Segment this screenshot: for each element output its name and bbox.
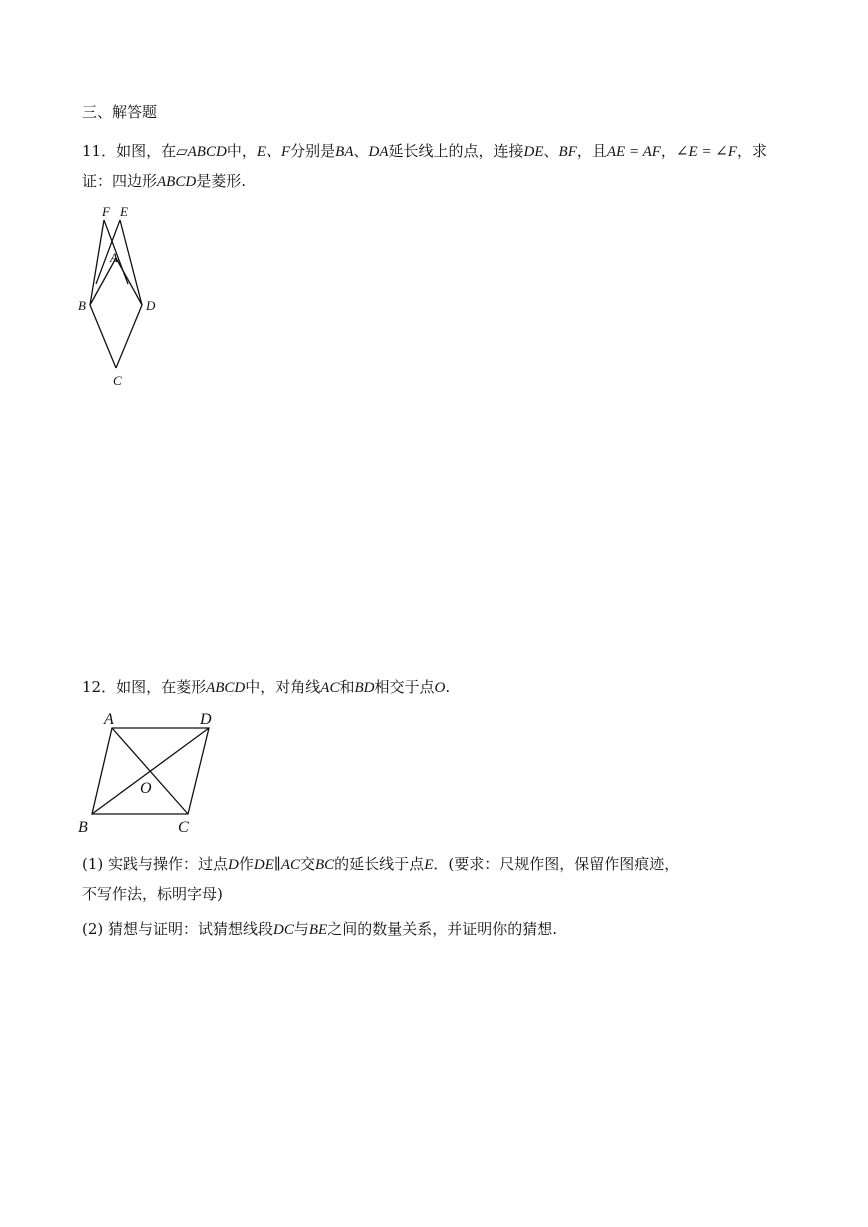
q12-part2-text: 与 — [293, 920, 309, 938]
q12-part2-be: BE — [308, 922, 328, 938]
q11-ef: E、F — [256, 144, 291, 160]
q12-label-d: D — [200, 711, 212, 728]
q11-bf: BF — [558, 144, 577, 160]
q12-part1-text: (1) 实践与操作：过点 — [82, 855, 229, 873]
q12-figure — [72, 706, 242, 841]
q12-bd: BD — [354, 680, 375, 696]
q11-label-a: A — [110, 250, 118, 265]
q12-part2-text: (2) 猜想与证明：试猜想线段 — [82, 920, 274, 938]
q11-condition-angles: ∠E = ∠F — [675, 144, 738, 160]
q12-o: O — [434, 680, 446, 696]
q12-label-a: A — [104, 711, 114, 728]
q11-text: 、 — [543, 142, 559, 160]
q11-text: ，求 — [737, 142, 768, 160]
q11-text: ， — [660, 142, 676, 160]
q11-de: DE — [523, 144, 544, 160]
q12-abcd: ABCD — [206, 680, 246, 696]
q11-text: 中， — [226, 142, 257, 160]
q12-ac: AC — [320, 680, 340, 696]
q11-abcd: ABCD — [157, 174, 197, 190]
q11-figure — [70, 200, 180, 395]
q11-label-c: C — [113, 373, 122, 388]
q11-statement-line1 — [82, 140, 767, 163]
q11-text: 证：四边形 — [82, 172, 158, 190]
q12-part1-bc: BC — [315, 857, 335, 873]
q12-label-c: C — [178, 819, 189, 836]
q12-part1-d: D — [228, 857, 239, 873]
q11-text: 是菱形. — [196, 172, 246, 190]
q11-text: 、 — [353, 142, 369, 160]
q12-part1-text: 的延长线于点 — [334, 855, 425, 873]
q12-part1-text: 交 — [299, 855, 315, 873]
q12-text: . — [445, 678, 451, 696]
q12-text: 相交于点 — [374, 678, 435, 696]
q11-label-e: E — [120, 204, 128, 219]
q11-ba: BA — [335, 144, 354, 160]
q11-label-b: B — [78, 298, 86, 313]
q11-statement-line2 — [82, 170, 246, 193]
q12-part2 — [82, 918, 557, 941]
q11-abcd: ABCD — [187, 144, 227, 160]
q12-part1-line2: 不写作法，标明字母) — [82, 885, 223, 903]
q12-part1-line1 — [82, 853, 679, 876]
q11-segment-bc — [90, 305, 116, 368]
q12-part1-e: E — [424, 857, 434, 873]
q12-text: 中，对角线 — [245, 678, 321, 696]
q12-part1-condition: DE∥AC — [253, 857, 300, 873]
q11-condition-ae-af: AE = AF — [606, 144, 661, 160]
q12-text: 和 — [339, 678, 355, 696]
q11-label-f: F — [102, 204, 110, 219]
q12-part1-text: ．(要求：尺规作图，保留作图痕迹， — [433, 855, 680, 873]
q12-label-b: B — [78, 819, 88, 836]
q11-segment-ed — [120, 220, 142, 305]
q12-part2-text: 之间的数量关系，并证明你的猜想. — [327, 920, 557, 938]
q11-lead: 11．如图，在 — [82, 142, 177, 160]
q11-text: 分别是 — [290, 142, 336, 160]
q12-part1-text: 作 — [238, 855, 254, 873]
parallelogram-symbol: ▱ — [176, 142, 188, 160]
q12-part2-dc: DC — [273, 922, 294, 938]
q12-text: 12．如图，在菱形 — [82, 678, 207, 696]
q11-text: ，且 — [576, 142, 607, 160]
q11-label-d: D — [146, 298, 156, 313]
q11-text: 延长线上的点，连接 — [388, 142, 524, 160]
q11-segment-dc — [116, 305, 142, 368]
q12-statement — [82, 676, 450, 699]
section-title: 三、解答题 — [82, 103, 158, 121]
q12-label-o: O — [140, 780, 152, 797]
q11-da: DA — [368, 144, 389, 160]
q11-segment-ad — [116, 258, 142, 305]
